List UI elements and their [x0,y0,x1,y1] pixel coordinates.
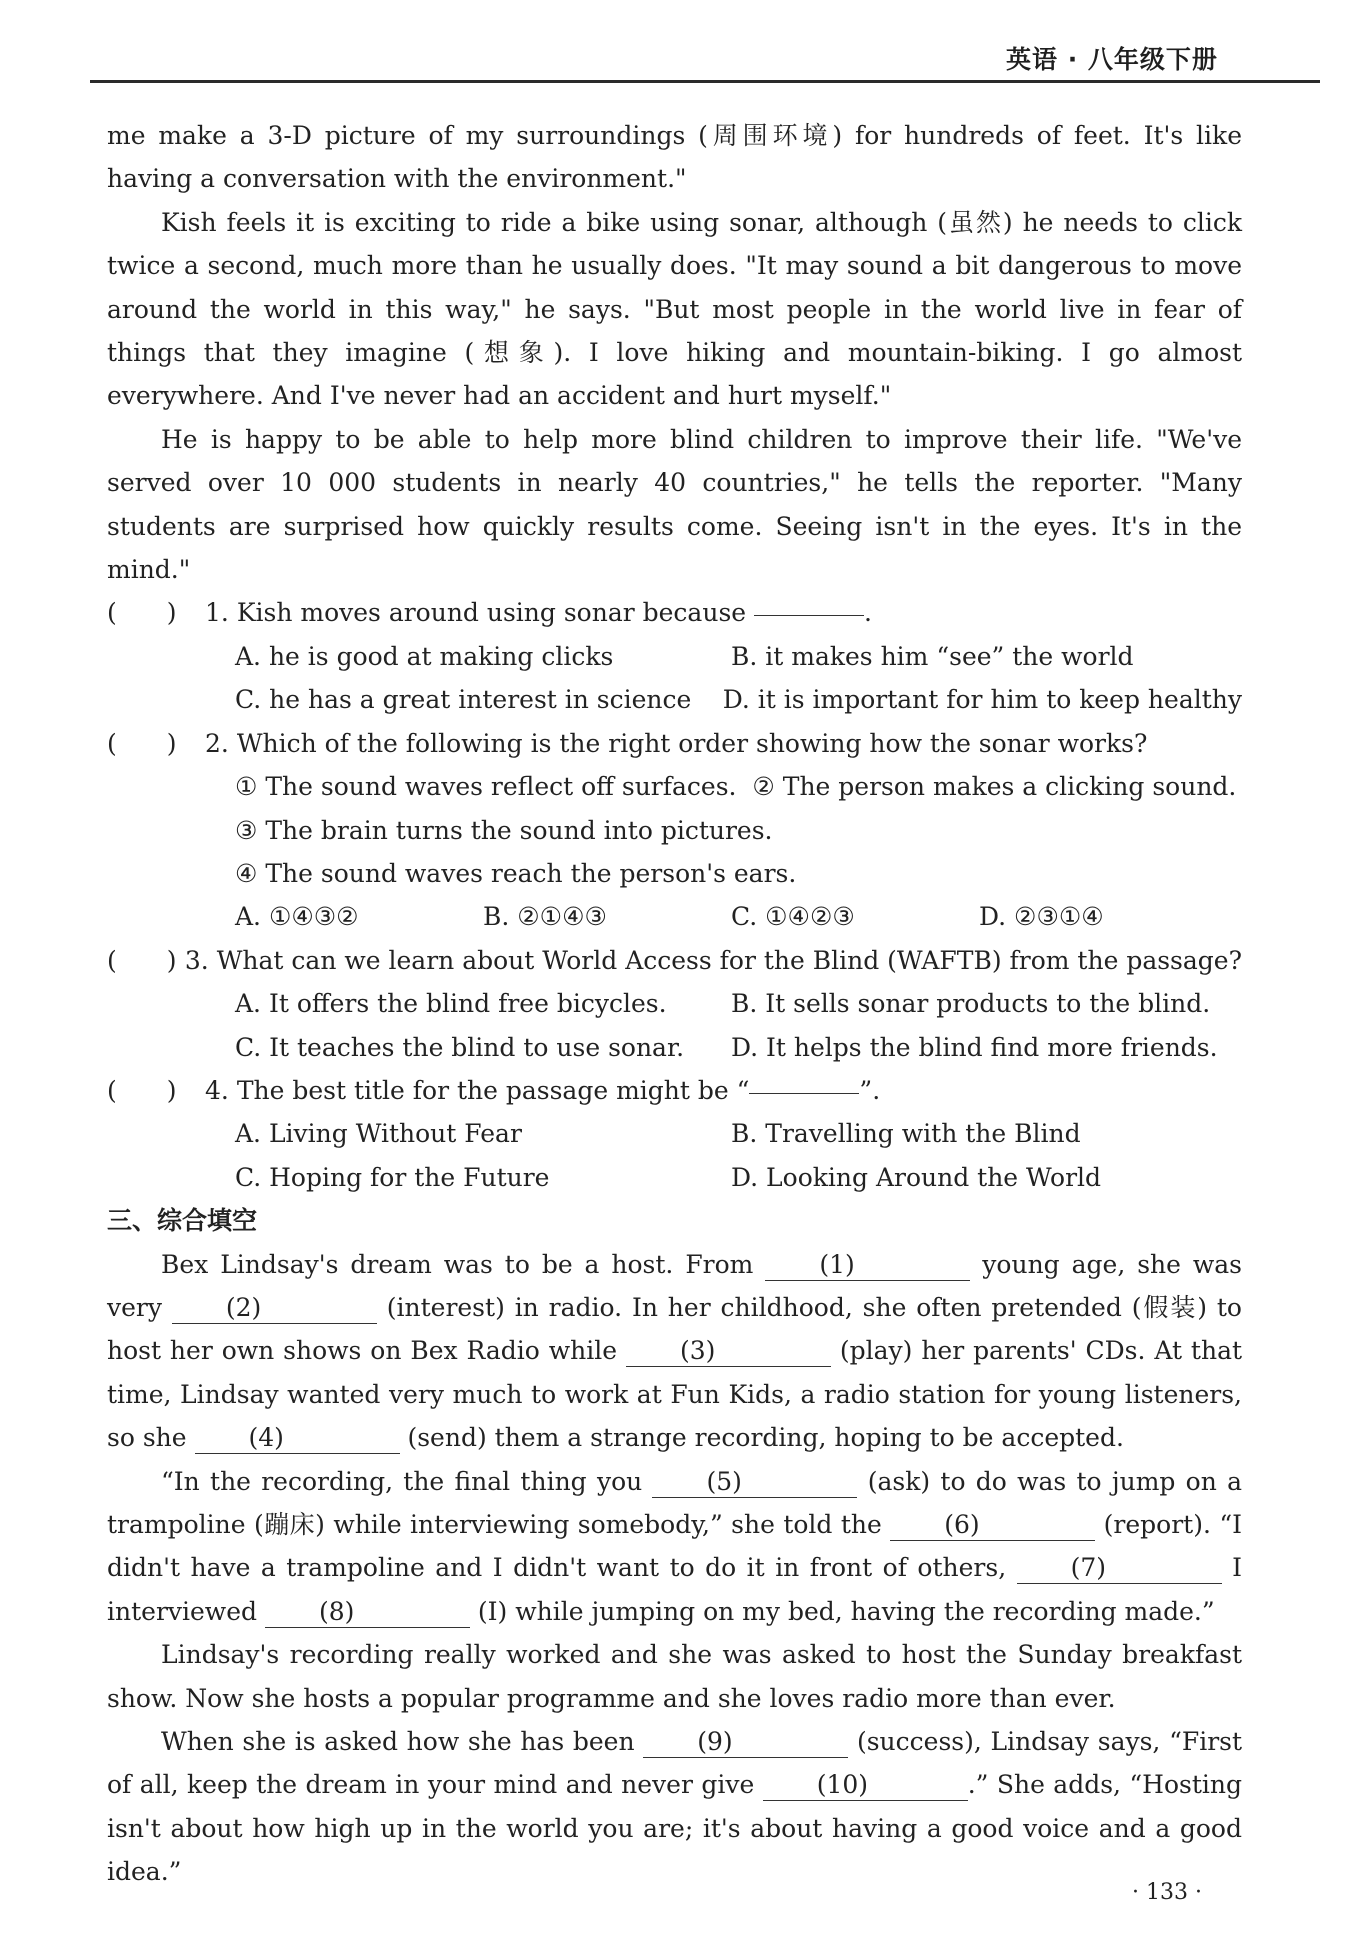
question-1-options [235,635,1242,722]
option-b[interactable]: B. it makes him “see” the world [731,641,1134,671]
cloze-text: (interest) in radio. In her childhood, she often pretended (假装) to host her own shows on Bex Radio while [107,1292,1242,1366]
cloze-paragraph-1 [107,1243,1242,1460]
cloze-text: .” She adds, “Hosting isn't about how high up in the world you are; it's about having a good voice and a good idea.” [107,1770,1243,1887]
cloze-text: (report). “I didn't have a trampoline and I didn't want to do it in front of others, [107,1510,1243,1583]
question-number: 3. [184,945,209,975]
cloze-text: (success), Lindsay says, “First of all, keep the dream in your mind and never give [107,1727,1243,1800]
page-number: · 133 · [1132,1880,1202,1905]
question-3 [107,939,1242,982]
option-a[interactable]: A. It offers the blind free bicycles. [235,989,667,1019]
option-d[interactable]: D. It helps the blind find more friends. [731,1032,1218,1062]
option-d[interactable]: D. Looking Around the World [731,1162,1102,1192]
cloze-paragraph-3: Lindsay's recording really worked and she was asked to host the Sunday breakfast show. Now she hosts a popular programme and she loves radio more than ever. [107,1640,1242,1713]
cloze-blank-2[interactable]: (2) [172,1293,377,1324]
question-4 [107,1069,1242,1112]
option-a[interactable]: A. he is good at making clicks [235,641,614,671]
cloze-text: (ask) to do was to jump on a trampoline (蹦床) while interviewing somebody,” she told the [107,1466,1242,1539]
question-stem: Kish moves around using sonar because [236,598,747,628]
option-b[interactable]: B. ②①④③ [483,902,607,932]
question-stem: Which of the following is the right order showing how the sonar works? [236,728,1148,758]
cloze-text: Bex Lindsay's dream was to be a host. From [161,1249,754,1279]
question-2-steps [235,765,1242,939]
option-b[interactable]: B. Travelling with the Blind [731,1119,1081,1149]
cloze-paragraph-2 [107,1460,1242,1634]
cloze-blank-7[interactable]: (7) [1017,1553,1222,1584]
question-number: 4. [205,1075,229,1105]
option-c[interactable]: C. Hoping for the Future [235,1162,550,1192]
question-number: 2. [205,728,229,758]
answer-blank[interactable] [754,591,864,616]
question-end-punct: ”. [859,1075,881,1105]
cloze-blank-5[interactable]: (5) [652,1467,857,1498]
option-a[interactable]: A. ①④③② [235,902,359,932]
cloze-text: (play) her parents' CDs. At that time, Lindsay wanted very much to work at Fun Kids, a radio station for young listeners, so she [107,1336,1243,1453]
answer-parentheses[interactable]: ( ) [107,1075,177,1105]
question-1 [107,591,1242,634]
cloze-blank-6[interactable]: (6) [890,1510,1095,1541]
answer-blank[interactable] [749,1069,859,1094]
cloze-blank-8[interactable]: (8) [265,1597,470,1628]
option-d[interactable]: D. ②③①④ [979,902,1104,932]
cloze-blank-3[interactable]: (3) [626,1336,831,1367]
cloze-text: (I) while jumping on my bed, having the recording made.” [477,1596,1215,1626]
option-a[interactable]: A. Living Without Fear [235,1119,522,1149]
step-3: ③ The brain turns the sound into pictures. [235,815,773,845]
cloze-text: “In the recording, the final thing you [161,1466,643,1496]
option-c[interactable]: C. It teaches the blind to use sonar. [235,1032,685,1062]
question-stem: What can we learn about World Access for the Blind (WAFTB) from the passage? [216,945,1242,975]
question-2 [107,722,1242,765]
cloze-blank-1[interactable]: (1) [765,1250,970,1281]
answer-parentheses[interactable]: ( ) [107,598,177,628]
answer-parentheses[interactable]: ( ) [107,728,177,758]
cloze-text: young age, she was very [107,1249,1243,1322]
passage-paragraph-1: me make a 3-D picture of my surroundings (周围环境) for hundreds of feet. It's like having a conversation with the environment." [107,121,1242,194]
option-b[interactable]: B. It sells sonar products to the blind. [731,989,1211,1019]
question-3-options [235,982,1242,1069]
question-end-punct: . [864,598,872,628]
cloze-blank-4[interactable]: (4) [195,1423,400,1454]
question-stem: The best title for the passage might be “ [236,1075,750,1105]
cloze-text: (send) them a strange recording, hoping to be accepted. [407,1423,1124,1453]
option-d[interactable]: D. it is important for him to keep healthy [722,685,1242,715]
passage-paragraph-3: He is happy to be able to help more blind children to improve their life. "We've served over 10 000 students in nearly 40 countries," he tells the reporter. "Many students are surprised how quickly results come. Seeing isn't in the eyes. It's in the mind." [107,424,1242,585]
step-2: ② The person makes a clicking sound. [752,772,1237,802]
running-header-title: 英语 · 八年级下册 [1006,45,1218,74]
cloze-blank-10[interactable]: (10) [763,1770,968,1801]
option-c[interactable]: C. ①④②③ [731,902,855,932]
passage-paragraph-2: Kish feels it is exciting to ride a bike using sonar, although (虽然) he needs to click twice a second, much more than he usually does. "It may sound a bit dangerous to move around the world in this way," he says. "But most people in the world live in fear of things that they imagine (想象). I love hiking and mountain-biking. I go almost everywhere. And I've never had an accident and hurt myself." [107,207,1242,411]
answer-parentheses[interactable]: ( ) [107,945,177,975]
question-number: 1. [205,598,229,628]
step-1: ① The sound waves reflect off surfaces. [235,772,737,802]
option-c[interactable]: C. he has a great interest in science [235,685,692,715]
cloze-text: I interviewed [107,1553,1243,1626]
cloze-text: When she is asked how she has been [161,1727,635,1757]
header-rule [90,80,1320,83]
question-4-options [235,1112,1242,1199]
cloze-paragraph-4 [107,1720,1242,1894]
step-4: ④ The sound waves reach the person's ears. [235,858,797,888]
section-heading: 三、综合填空 [107,1206,258,1236]
page-body [107,114,1242,1894]
cloze-blank-9[interactable]: (9) [643,1727,848,1758]
